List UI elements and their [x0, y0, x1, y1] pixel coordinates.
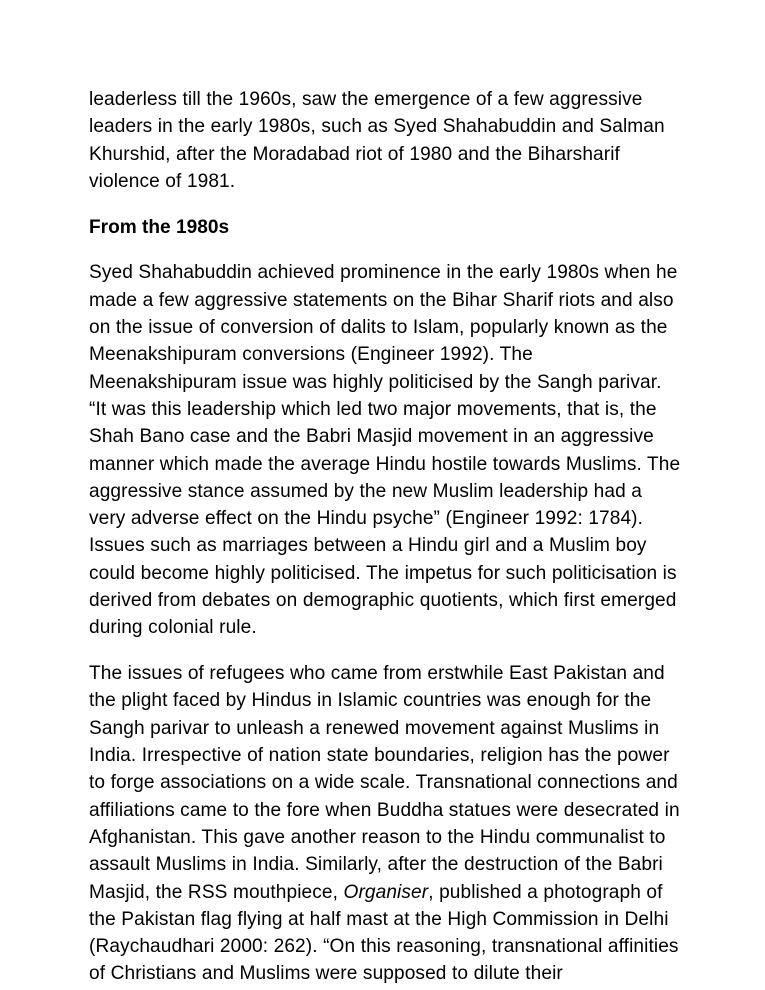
paragraph-refugees-run-3: , published a photograph of the Pakistan flag flying at half mast at the High Commission in Delhi (Raychaudhari 2000: 262). “On this reasoning, transnational affinities of Christians and Muslims were supposed to dilute their [89, 881, 685, 985]
paragraph-refugees-run-1: The issues of refugees who came from erstwhile East Pakistan and the plight faced by Hindus in Islamic countries was enough for the Sangh parivar to unleash a renewed movement against Muslims in India. Irrespective of nation state boundaries, religion has the power to forge associations on a wide scale. Transnational connections and affiliations came to the fore when Buddha statues were desecrated in Afghanistan. This gave another reason to the Hindu communalist to assault Muslims in India. Similarly, after the destruction of the Babri Masjid, the RSS mouthpiece, [89, 663, 685, 903]
paragraph-leaderless: leaderless till the 1960s, saw the emergence of a few aggressive leaders in the early 1980s, such as Syed Shahabuddin and Salman Khurshid, after the Moradabad riot of 1980 and the Biharsharif violence of 1981. [89, 89, 671, 192]
heading-from-the-1980s: From the 1980s [89, 216, 230, 238]
paragraph-syed-shahabuddin: Syed Shahabuddin achieved prominence in the early 1980s when he made a few aggressive statements on the Bihar Sharif riots and also on the issue of conversion of dalits to Islam, popularly known as the Meenakshipuram conversions (Engineer 1992). The Meenakshipuram issue was highly politicised by the Sangh parivar. “It was this leadership which led two major movements, that is, the Shah Bano case and the Babri Masjid movement in an aggressive manner which made the average Hindu hostile towards Muslims. The aggressive stance assumed by the new Muslim leadership had a very adverse effect on the Hindu psyche” (Engineer 1992: 1784). Issues such as marriages between a Hindu girl and a Muslim boy could become highly politicised. The impetus for such politicisation is derived from debates on demographic quotients, which first emerged during colonial rule. [89, 262, 686, 639]
publication-title-organiser: Organiser [343, 881, 429, 903]
text-column [89, 86, 686, 990]
paragraph-refugees [89, 660, 683, 988]
